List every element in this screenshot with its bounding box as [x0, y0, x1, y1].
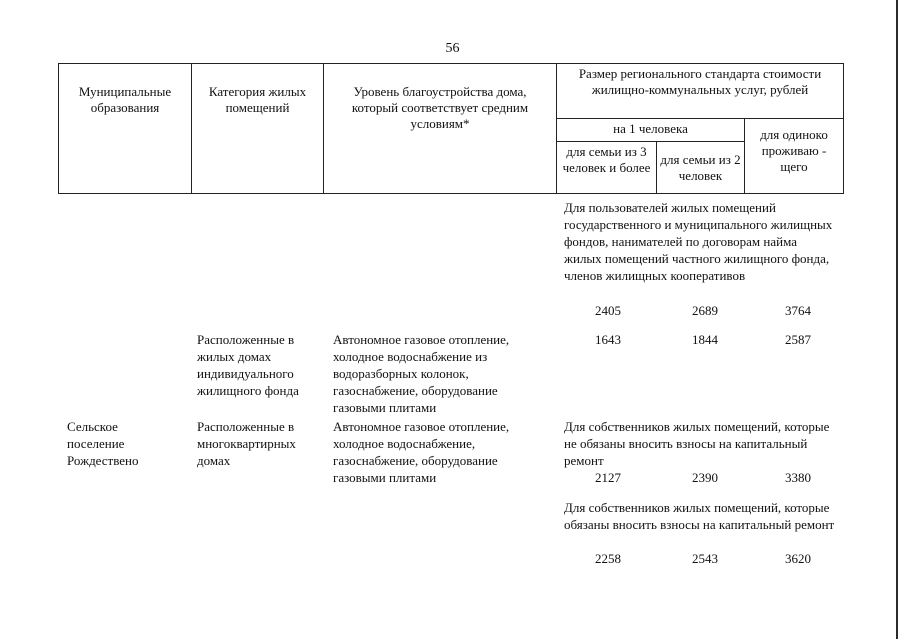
header-family3: для семьи из 3 человек и более — [557, 142, 657, 194]
value-family3: 1643 — [595, 332, 621, 347]
value-single: 3380 — [785, 470, 811, 485]
value-family2: 2689 — [692, 303, 718, 318]
value-single: 3620 — [785, 551, 811, 566]
value-family3: 2258 — [595, 551, 621, 566]
header-level: Уровень благоустройства дома, который соответствует средним условиям* — [324, 64, 557, 194]
page-number: 56 — [445, 41, 460, 56]
note-state-municipal: Для пользователей жилых помещений государственного и муниципального жилищных фондов, нанимателей по договорам найма жилых помещений частного жилищного фонда, членов жилищных кооперативов — [564, 200, 833, 283]
value-family2: 2543 — [692, 551, 718, 566]
header-single: для одиноко проживаю - щего — [745, 119, 844, 194]
header-per-person: на 1 человека — [557, 119, 745, 142]
municipality-rozhdestveno: Сельское поселение Рождествено — [67, 419, 139, 468]
header-table — [58, 63, 844, 194]
value-family2: 1844 — [692, 332, 718, 347]
header-standard: Размер регионального стандарта стоимости жилищно-коммунальных услуг, рублей — [557, 64, 844, 119]
value-single: 2587 — [785, 332, 811, 347]
category-individual: Расположенные в жилых домах индивидуального жилищного фонда — [197, 332, 299, 398]
value-family3: 2127 — [595, 470, 621, 485]
header-category: Категория жилых помещений — [192, 64, 324, 194]
note-no-capital-repair: Для собственников жилых помещений, которые не обязаны вносить взносы на капитальный ремонт — [564, 419, 830, 468]
level-apartment-buildings: Автономное газовое отопление, холодное водоснабжение, газоснабжение, оборудование газовыми плитами — [333, 419, 510, 485]
value-family2: 2390 — [692, 470, 718, 485]
value-family3: 2405 — [595, 303, 621, 318]
header-municipality: Муниципальные образования — [59, 64, 192, 194]
category-apartment-buildings: Расположенные в многоквартирных домах — [197, 419, 296, 468]
page-edge — [896, 0, 898, 639]
value-single: 3764 — [785, 303, 811, 318]
header-family2: для семьи из 2 человек — [657, 142, 745, 194]
level-individual: Автономное газовое отопление, холодное водоснабжение из водоразборных колонок, газоснабжение, оборудование газовыми плитами — [333, 332, 510, 415]
note-capital-repair: Для собственников жилых помещений, которые обязаны вносить взносы на капитальный ремонт — [564, 500, 835, 532]
